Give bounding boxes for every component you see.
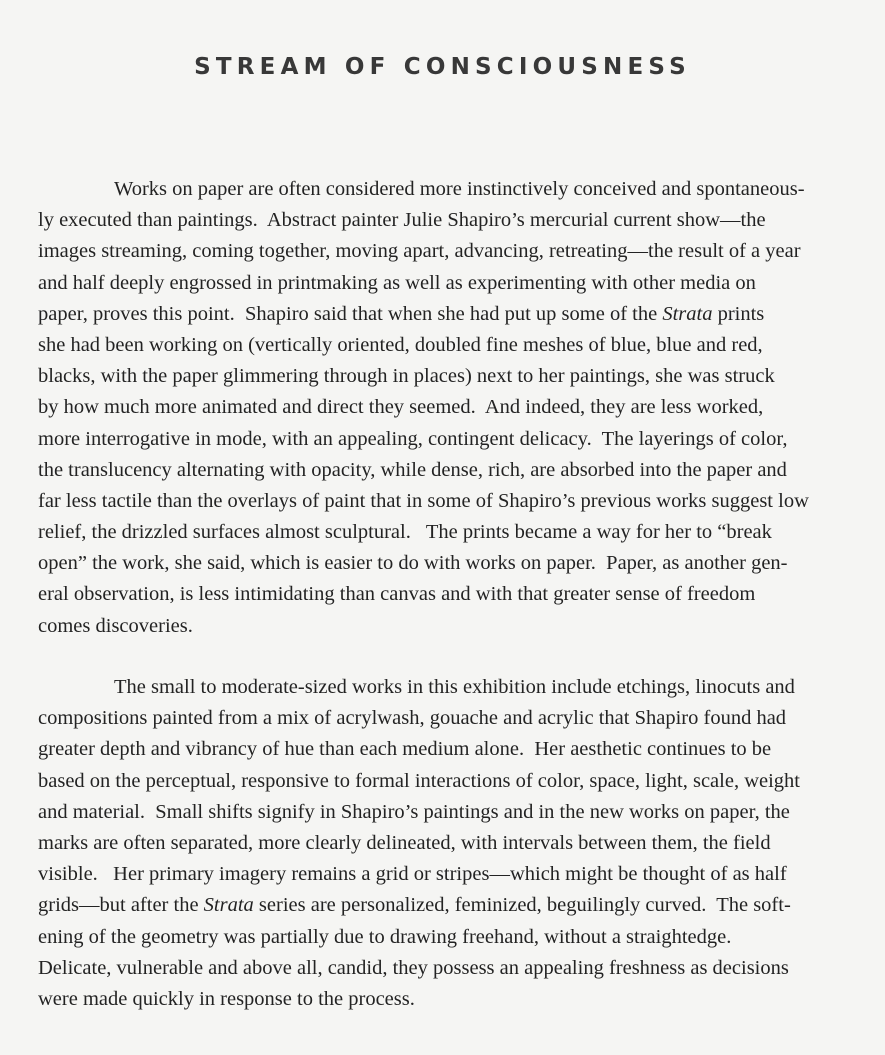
text-line: ly executed than paintings. Abstract painter Julie Shapiro’s mercurial current show—the [38, 209, 766, 232]
text-line: ening of the geometry was partially due to drawing freehand, without a straightedge. [38, 925, 732, 948]
text-line: by how much more animated and direct they seemed. And indeed, they are less worked, [38, 396, 764, 419]
text-line: visible. Her primary imagery remains a grid or stripes—which might be thought of as half [38, 863, 787, 886]
italic-title-strata: Strata [662, 302, 713, 325]
italic-title-strata: Strata [203, 894, 254, 917]
text-line: marks are often separated, more clearly delineated, with intervals between them, the field [38, 831, 771, 854]
text-line: Works on paper are often considered more instinctively conceived and spontaneous- [114, 178, 805, 200]
text-line [38, 890, 858, 921]
text-line: images streaming, coming together, moving apart, advancing, retreating—the result of a year [38, 240, 801, 263]
text-run: paper, proves this point. Shapiro said that when she had put up some of the [38, 302, 663, 325]
text-run: grids—but after the [38, 894, 204, 917]
text-line: blacks, with the paper glimmering through in places) next to her paintings, she was struck [38, 365, 775, 388]
text-run: prints [712, 302, 765, 325]
text-line: Delicate, vulnerable and above all, candid, they possess an appealing freshness as decisions [38, 956, 789, 979]
text-line: The small to moderate-sized works in this exhibition include etchings, linocuts and [114, 676, 795, 698]
text-line: the translucency alternating with opacity, while dense, rich, are absorbed into the paper and [38, 458, 787, 481]
text-line: more interrogative in mode, with an appealing, contingent delicacy. The layerings of color, [38, 427, 788, 450]
text-run: series are personalized, feminized, beguilingly curved. The soft- [253, 894, 791, 917]
text-line: based on the perceptual, responsive to formal interactions of color, space, light, scale, weight [38, 769, 800, 792]
text-line: relief, the drizzled surfaces almost sculptural. The prints became a way for her to “break [38, 521, 772, 544]
paragraph-2 [38, 672, 858, 1015]
text-line: and material. Small shifts signify in Shapiro’s paintings and in the new works on paper, the [38, 800, 790, 823]
text-line: were made quickly in response to the process. [38, 987, 415, 1010]
page-title: STREAM OF CONSCIOUSNESS [194, 54, 691, 80]
text-line: and half deeply engrossed in printmaking as well as experimenting with other media on [38, 271, 756, 294]
text-line: compositions painted from a mix of acrylwash, gouache and acrylic that Shapiro found had [38, 707, 787, 730]
text-line: eral observation, is less intimidating than canvas and with that greater sense of freedom [38, 583, 756, 606]
text-line [38, 299, 858, 330]
text-line: she had been working on (vertically oriented, doubled fine meshes of blue, blue and red, [38, 333, 763, 356]
text-line: greater depth and vibrancy of hue than each medium alone. Her aesthetic continues to be [38, 738, 772, 761]
text-line: far less tactile than the overlays of paint that in some of Shapiro’s previous works suggest low [38, 489, 809, 512]
text-line: comes discoveries. [38, 614, 193, 637]
text-line: open” the work, she said, which is easier to do with works on paper. Paper, as another gen- [38, 552, 788, 575]
paragraph-1 [38, 174, 858, 642]
